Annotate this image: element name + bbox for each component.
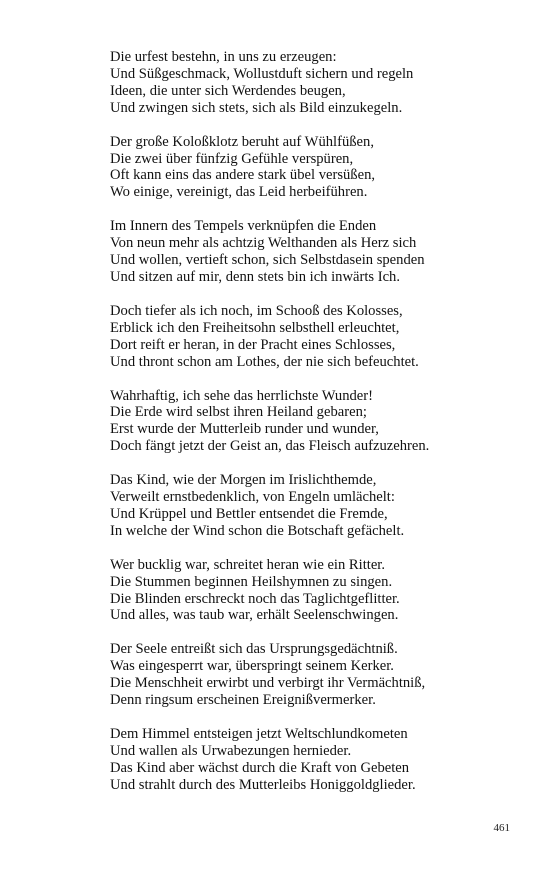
verse-line: Der große Koloßklotz beruht auf Wühlfüßen, bbox=[110, 133, 374, 150]
verse-line: Ideen, die unter sich Werdendes beugen, bbox=[110, 82, 346, 99]
stanza-4 bbox=[110, 303, 530, 371]
stanza-9 bbox=[110, 726, 530, 794]
verse-line: Die urfest bestehn, in uns zu erzeugen: bbox=[110, 49, 337, 65]
verse-line: Der Seele entreißt sich das Ursprungsgedächtniß. bbox=[110, 641, 398, 658]
verse-line: Wer bucklig war, schreitet heran wie ein Ritter. bbox=[110, 556, 386, 573]
stanza-2 bbox=[110, 134, 530, 202]
verse-line: Und zwingen sich stets, sich als Bild einzukegeln. bbox=[110, 99, 403, 116]
verse-line: Wo einige, vereinigt, das Leid herbeiführen. bbox=[110, 184, 368, 201]
verse-line: Denn ringsum erscheinen Ereignißvermerker. bbox=[110, 692, 376, 709]
verse-line: Was eingesperrt war, überspringt seinem Kerker. bbox=[110, 658, 394, 675]
verse-line: Das Kind, wie der Morgen im Irislichthemde, bbox=[110, 472, 377, 489]
stanza-7 bbox=[110, 557, 530, 625]
stanza-8 bbox=[110, 641, 530, 709]
stanza-5 bbox=[110, 388, 530, 456]
verse-line: Dort reift er heran, in der Pracht eines Schlosses, bbox=[110, 336, 396, 353]
poem bbox=[110, 49, 530, 811]
verse-line: Von neun mehr als achtzig Welthanden als Herz sich bbox=[110, 235, 417, 252]
verse-line: Oft kann eins das andere stark übel versüßen, bbox=[110, 167, 376, 184]
page-number: 461 bbox=[493, 822, 510, 834]
verse-line: Die Menschheit erwirbt und verbirgt ihr Vermächtniß, bbox=[110, 675, 426, 692]
verse-line: Erblick ich den Freiheitsohn selbsthell erleuchtet, bbox=[110, 319, 400, 336]
verse-line: Die zwei über fünfzig Gefühle verspüren, bbox=[110, 150, 354, 167]
verse-line: Und wallen als Urwabezungen hernieder. bbox=[110, 742, 352, 759]
verse-line: Und strahlt durch des Mutterleibs Honiggoldglieder. bbox=[110, 776, 416, 793]
verse-line: Wahrhaftig, ich sehe das herrlichste Wunder! bbox=[110, 387, 373, 404]
verse-line: Und thront schon am Lothes, der nie sich befeuchtet. bbox=[110, 353, 419, 370]
verse-line: Im Innern des Tempels verknüpfen die Enden bbox=[110, 218, 377, 235]
verse-line: Dem Himmel entsteigen jetzt Weltschlundkometen bbox=[110, 726, 408, 742]
verse-line: Und sitzen auf mir, denn stets bin ich inwärts Ich. bbox=[110, 268, 401, 285]
verse-line: Die Stummen beginnen Heilshymnen zu singen. bbox=[110, 573, 393, 590]
verse-line: Erst wurde der Mutterleib runder und wunder, bbox=[110, 421, 379, 438]
stanza-3 bbox=[110, 218, 530, 286]
verse-line: Doch fängt jetzt der Geist an, das Fleisch aufzuzehren. bbox=[110, 438, 430, 455]
verse-line: Die Erde wird selbst ihren Heiland gebaren; bbox=[110, 404, 367, 421]
verse-line: Verweilt ernstbedenklich, von Engeln umlächelt: bbox=[110, 489, 395, 506]
verse-line: Und Krüppel und Bettler entsendet die Fremde, bbox=[110, 505, 388, 522]
verse-line: Die Blinden erschreckt noch das Taglichtgeflitter. bbox=[110, 590, 400, 607]
verse-line: Doch tiefer als ich noch, im Schooß des Kolosses, bbox=[110, 302, 403, 319]
stanza-6 bbox=[110, 472, 530, 540]
verse-line: In welche der Wind schon die Botschaft gefächelt. bbox=[110, 522, 405, 539]
verse-line: Und alles, was taub war, erhält Seelenschwingen. bbox=[110, 607, 399, 624]
stanza-1 bbox=[110, 49, 530, 117]
verse-line: Das Kind aber wächst durch die Kraft von Gebeten bbox=[110, 759, 410, 776]
verse-line: Und wollen, vertieft schon, sich Selbstdasein spenden bbox=[110, 252, 425, 269]
verse-line: Und Süßgeschmack, Wollustduft sichern und regeln bbox=[110, 65, 414, 82]
